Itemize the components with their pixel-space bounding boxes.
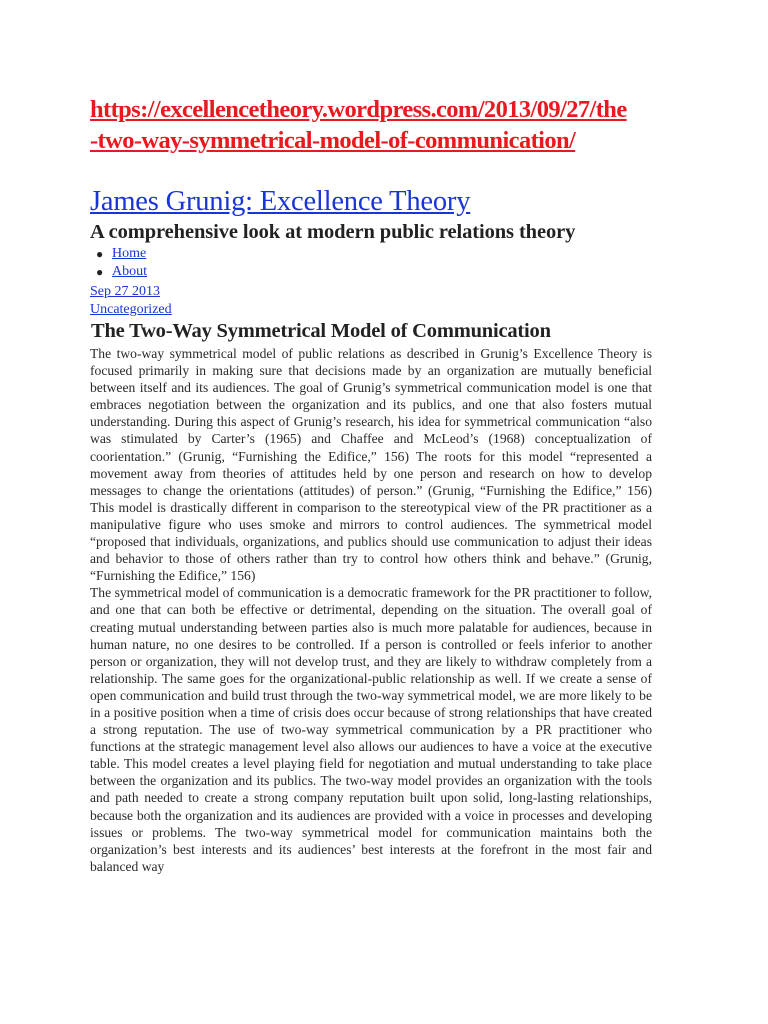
- post-date-link[interactable]: Sep 27 2013: [90, 284, 160, 299]
- nav-link-home[interactable]: Home: [112, 246, 147, 261]
- nav-item-about: [96, 263, 147, 281]
- site-tagline: A comprehensive look at modern public relations theory: [90, 221, 576, 243]
- bullet-icon: ●: [96, 247, 104, 261]
- nav-menu: [96, 245, 147, 281]
- bullet-icon: ●: [96, 265, 104, 279]
- post-paragraph-2: The symmetrical model of communication is a democratic framework for the PR practitioner to follow, and one that can both be effective or detrimental, depending on the situation. The overall goal of creating mutual understanding between parties also is much more palatable for audiences, because in human nature, no one desires to be controlled. If a person is controlled or feels inferior to another person or organization, they will not develop trust, and they are likely to withdraw completely from a relationship. The same goes for the organizational-public relationship as well. If we create a sense of open communication and build trust through the two-way symmetrical model, we are more likely to be in a positive position when a time of crisis does occur because of strong relationships that have created a strong reputation. The use of two-way symmetrical communication by a PR practitioner who functions at the strategic management level also allows our audiences to have a voice at the executive table. This model creates a level playing field for negotiation and mutual understanding to take place between the organization and its publics. The two-way model provides an organization with the tools and path needed to create a strong company reputation built upon solid, long-lasting relationships, because both the organization and its audiences are provided with a voice in processes and developing issues or problems. The two-way symmetrical model for communication maintains both the organization’s best interests and its audiences’ best interests at the forefront in the most fair and balanced way: [90, 585, 652, 874]
- post-category-link[interactable]: Uncategorized: [90, 302, 172, 317]
- source-url-line-2: -two-way-symmetrical-model-of-communication/: [90, 127, 576, 154]
- post-body: [90, 345, 652, 875]
- post-title: The Two-Way Symmetrical Model of Communication: [91, 320, 551, 342]
- source-url-link[interactable]: [90, 94, 690, 156]
- nav-link-about[interactable]: About: [112, 264, 147, 279]
- nav-item-home: [96, 245, 147, 263]
- post-meta: [90, 283, 172, 319]
- site-title-link[interactable]: James Grunig: Excellence Theory: [90, 186, 471, 217]
- post-paragraph-1: The two-way symmetrical model of public relations as described in Grunig’s Excellence Theory is focused primarily in making sure that decisions made by an organization are mutually beneficial between itself and its audiences. The goal of Grunig’s symmetrical communication model is one that embraces negotiation between the organization and its publics, and one that also fosters mutual understanding. During this aspect of Grunig’s research, his idea for symmetrical communication “also was stimulated by Carter’s (1965) and Chaffee and McLeod’s (1968) conceptualization of coorientation.” (Grunig, “Furnishing the Edifice,” 156) The roots for this model “represented a movement away from theories of attitudes held by one person and research on how to develop messages to change the orientations (attitudes) of person.” (Grunig, “Furnishing the Edifice,” 156) This model is drastically different in comparison to the stereotypical view of the PR practitioner as a manipulative figure who uses smoke and mirrors to control audiences. The symmetrical model “proposed that individuals, organizations, and publics should use communication to adjust their ideas and behavior to those of others rather than try to control how others think and behave.” (Grunig, “Furnishing the Edifice,” 156): [90, 346, 652, 584]
- source-url-line-1: https://excellencetheory.wordpress.com/2013/09/27/the: [90, 96, 627, 123]
